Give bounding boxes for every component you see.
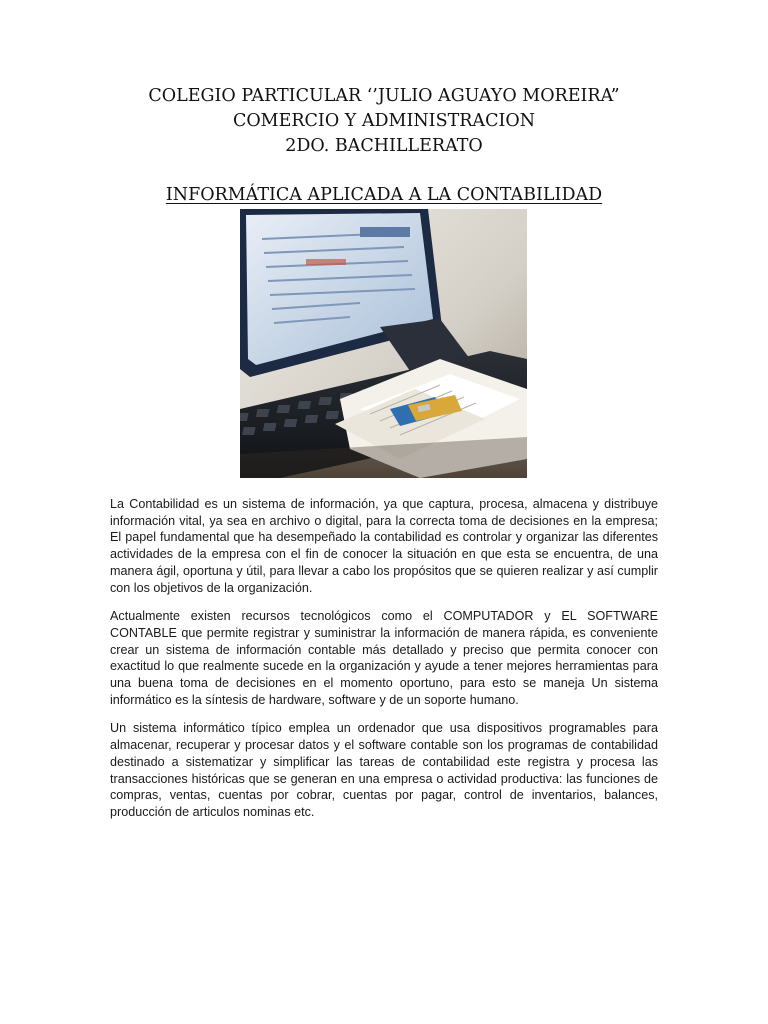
department-name: COMERCIO Y ADMINISTRACION [232,111,536,131]
school-header [0,84,768,159]
subject-title [0,183,768,207]
grade-level: 2DO. BACHILLERATO [285,136,483,156]
computer-photo [240,209,527,478]
subject-title-text: INFORMÁTICA APLICADA A LA CONTABILIDAD [165,185,603,205]
school-name: COLEGIO PARTICULAR ‘’JULIO AGUAYO MOREIRA” [148,86,620,106]
paragraph: Actualmente existen recursos tecnológicos como el COMPUTADOR y EL SOFTWARE CONTABLE que permite registrar y suministrar la información de manera rápida, es conveniente crear un sistema de información contable más detallado y preciso que permita conocer con exactitud lo que realmente sucede en la organización y ayude a tener mejores herramientas para una buena toma de decisiones en el momento oportuno, para esto se maneja Un sistema informático es la síntesis de hardware, software y de un soporte humano. [110,609,658,707]
paragraph: Un sistema informático típico emplea un ordenador que usa dispositivos programables para almacenar, recuperar y procesar datos y el software contable son los programas de contabilidad destinado a sistematizar y simplificar las tareas de contabilidad este registra y procesa las transacciones históricas que se generan en una empresa o actividad productiva: las funciones de compras, ventas, cuentas por cobrar, cuentas por pagar, control de inventarios, balances, producción de articulos nominas etc. [110,721,658,819]
body-text [110,496,658,833]
paragraph: La Contabilidad es un sistema de información, ya que captura, procesa, almacena y distribuye información vital, ya sea en archivo o digital, para la correcta toma de decisiones en la empresa; El papel fundamental que ha desempeñado la contabilidad es controlar y organizar las diferentes actividades de la empresa con el fin de conocer la situación en que esta se encuentra, de una manera ágil, oportuna y útil, para llevar a cabo los propósitos que se quieren realizar y así cumplir con los objetivos de la organización. [110,497,658,595]
